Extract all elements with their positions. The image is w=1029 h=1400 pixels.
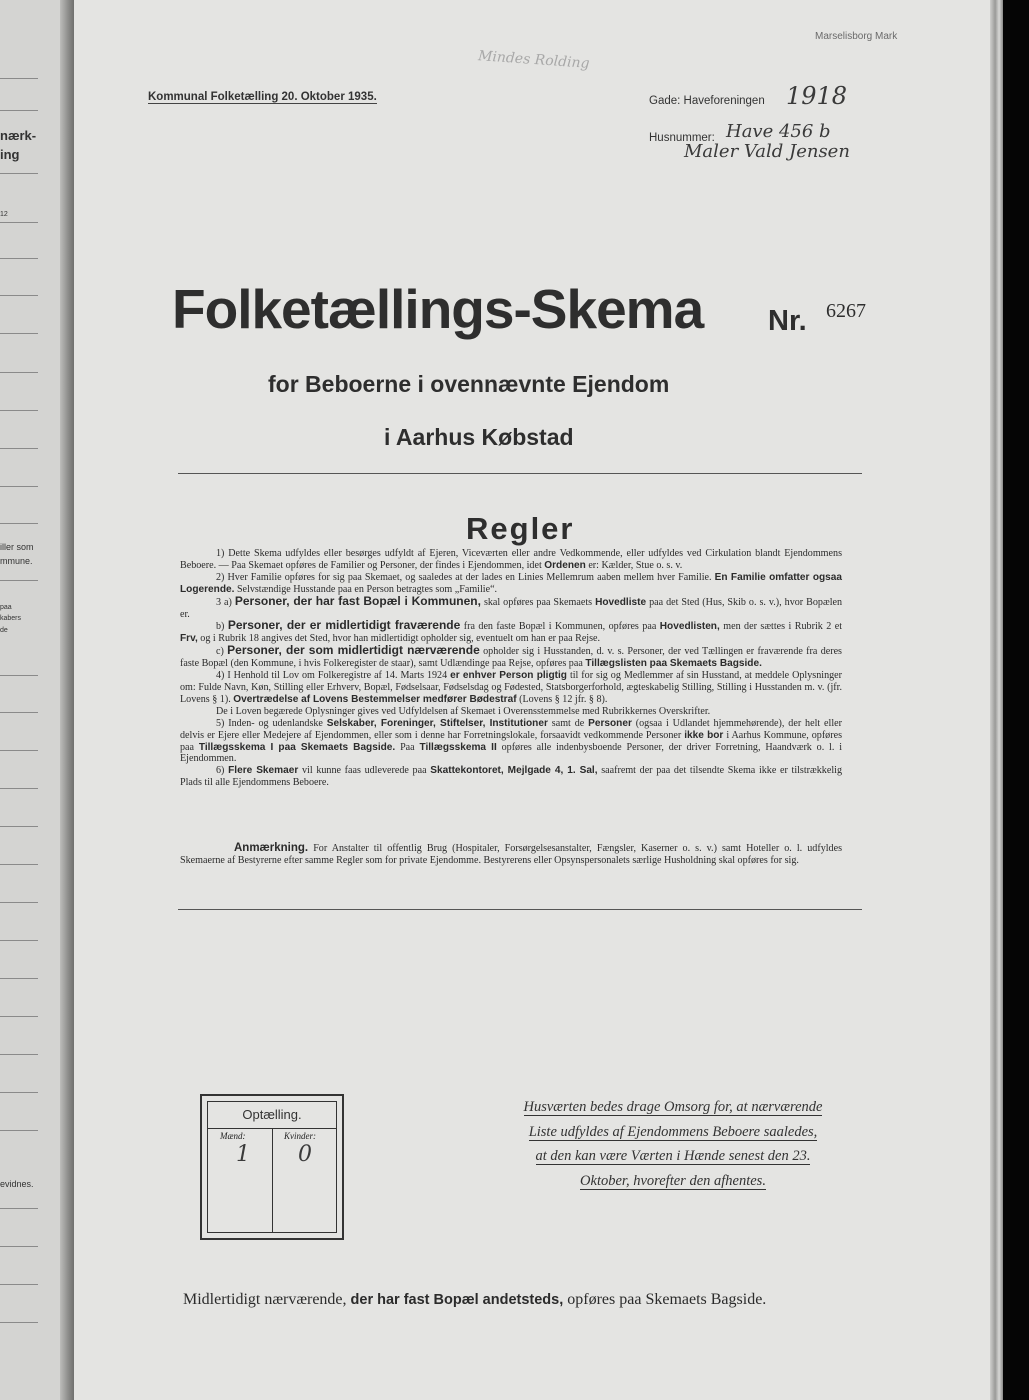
left-page-rule (0, 1054, 38, 1055)
street-handwritten: 1918 (786, 82, 848, 110)
left-page-rule (0, 788, 38, 789)
remark-text: For Anstalter til offentlig Brug (Hospitaler, Forsørgelsesanstalter, Fængsler, Kaserner o. s. v.) samt Hoteller o. l. udfyldes Skemaerne af Bestyrerne efter samme Regler som for private Ejendomme. Bestyrerens eller Opsynspersonalets særlige Husholdning skal opføres for sig. (180, 843, 843, 866)
left-page-rule (0, 864, 38, 865)
book-gutter (60, 0, 74, 1400)
left-page-text: iller som (0, 542, 34, 552)
left-page-rule (0, 1284, 38, 1285)
street-label: Gade: (649, 95, 681, 107)
left-page-text: nærk- (0, 128, 37, 143)
left-page-rule (0, 110, 38, 111)
divider (178, 909, 862, 910)
left-page-text: mmune. (0, 556, 33, 566)
left-page-rule (0, 222, 38, 223)
left-page-text: ing (0, 147, 20, 162)
left-page-rule (0, 978, 38, 979)
men-count: 1 (236, 1142, 250, 1167)
left-page-rule (0, 1322, 38, 1323)
left-page-rule (0, 826, 38, 827)
left-page-rule (0, 78, 38, 79)
faint-pencil-note: Mindes Rolding (477, 48, 591, 72)
left-page-rule (0, 448, 38, 449)
left-page-rule (0, 523, 38, 524)
left-page-text: kabers (0, 615, 22, 622)
count-box (200, 1094, 344, 1240)
left-page-rule (0, 486, 38, 487)
remark-label: Anmærkning. (234, 842, 309, 854)
archive-stamp: Marselisborg Mark (815, 31, 898, 42)
left-page-rule (0, 295, 38, 296)
census-title: Kommunal Folketælling 20. Oktober 1935. (148, 91, 377, 103)
left-page-rule (0, 1092, 38, 1093)
left-page-rule (0, 1246, 38, 1247)
left-page-text: 12 (0, 211, 8, 218)
page-edge (990, 0, 1003, 1400)
women-label: Kvinder: (284, 1131, 316, 1141)
count-title: Optælling. (208, 1102, 336, 1129)
form-location: i Aarhus Købstad (384, 424, 574, 450)
rules-text (180, 548, 842, 789)
form-number-label: Nr. (768, 305, 807, 337)
rule-6: 6) Flere Skemaer vil kunne faas udleverede paa Skattekontoret, Mejlgade 4, 1. Sal, saafremt der paa det tilsendte Skema ikke er tilstrækkelig Plads til alle Ejendommens Beboere. (180, 765, 842, 789)
owner-notice-line: Husværten bedes drage Omsorg for, at nærværende (523, 1099, 823, 1115)
owner-notice-line: Liste udfyldes af Ejendommens Beboere saaledes, (528, 1123, 818, 1140)
rule-2: 2) Hver Familie opføres for sig paa Skemaet, og saaledes at der lades en Linies Mellemrum aaben mellem hver Familie. En Familie omfatter ogsaa Logerende. Selvstændige Husstande paa en Person betragtes som „Familie“. (180, 571, 843, 595)
left-page-rule (0, 333, 38, 334)
left-page-rule (0, 712, 38, 713)
rule-3c: c) Personer, der som midlertidigt nærværende opholder sig i Husstanden, d. v. s. Personer, der ved Tællingen er fraværende fra deres faste Bopæl (den Kommune, i hvis Folkeregister de staar), samt Udlændinge paa Rejse, opføres paa Tillægslisten paa Skemaets Bagside. (180, 643, 842, 670)
resident-handwritten: Maler Vald Jensen (684, 141, 850, 162)
left-page-rule (0, 580, 38, 581)
left-page-rule (0, 940, 38, 941)
left-page-text: paa (0, 604, 12, 611)
form-title: Folketællings-Skema (172, 278, 704, 340)
left-page-rule (0, 410, 38, 411)
form-number: 6267 (826, 300, 866, 322)
divider (178, 473, 862, 474)
women-count: 0 (298, 1142, 312, 1167)
men-label: Mænd: (220, 1131, 246, 1141)
left-page-rule (0, 173, 38, 174)
footer-instruction: Midlertidigt nærværende, der har fast Bopæl andetsteds, opføres paa Skemaets Bagside. (183, 1291, 767, 1308)
house-label: Husnummer: (649, 132, 715, 144)
left-page-rule (0, 1130, 38, 1131)
owner-notice (505, 1099, 841, 1197)
left-page-text: evidnes. (0, 1179, 34, 1189)
count-column-divider (272, 1128, 273, 1232)
left-page-rule (0, 750, 38, 751)
left-page-rule (0, 372, 38, 373)
house-handwritten: Have 456 b (726, 121, 831, 142)
left-page-rule (0, 902, 38, 903)
rules-heading: Regler (466, 511, 575, 546)
owner-notice-line: at den kan være Værten i Hænde senest den 23. (535, 1148, 811, 1165)
rule-4: 4) I Henhold til Lov om Folkeregistre af 14. Marts 1924 er enhver Person pligtig til for sig og Medlemmer af sin Husstand, at meddele Oplysninger om: Fulde Navn, Køn, Stilling eller Erhverv, Bopæl, Fødselsaar, Fødselsdag og Fødested, Statsborgerforhold, ægteskabelig Stilling, Stilling i Husstanden m. v. (jfr. Lovens § 1). Overtrædelse af Lovens Bestemmelser medfører Bødestraf (Lovens § 12 jfr. § 8). (180, 670, 842, 705)
rule-4b: De i Loven begærede Oplysninger gives ved Udfyldelsen af Skemaet i Overensstemmelse med Rubrikkernes Overskrifter. (216, 705, 711, 717)
remark (180, 843, 842, 867)
street-value: Haveforeningen (683, 95, 765, 107)
rule-3a: 3 a) Personer, der har fast Bopæl i Kommunen, skal opføres paa Skemaets Hovedliste paa det Sted (Hus, Skib o. s. v.), hvor Bopælen er. (180, 593, 843, 620)
owner-notice-line: Oktober, hvorefter den afhentes. (580, 1172, 766, 1189)
left-page-rule (0, 258, 38, 259)
form-subtitle: for Beboerne i ovennævnte Ejendom (268, 371, 670, 397)
left-page-rule (0, 1016, 38, 1017)
left-page-rule (0, 675, 38, 676)
rule-1: 1) Dette Skema udfyldes eller besørges udfyldt af Ejeren, Viceværten eller andre Vedkommende, eller udfyldes ved Cirkulation blandt Ejendommens Beboere. — Paa Skemaet opføres de Familier og Personer, der findes i Ejendommen, idet Ordenen er: Kælder, Stue o. s. v. (180, 548, 842, 571)
rule-3b: b) Personer, der er midlertidigt fraværende fra den faste Bopæl i Kommunen, opføres paa Hovedlisten, men der sættes i Rubrik 2 et Frv, og i Rubrik 18 angives det Sted, hvor han midlertidigt opholder sig, eventuelt om han er paa Rejse. (180, 618, 843, 645)
left-page-rule (0, 1208, 38, 1209)
rule-5: 5) Inden- og udenlandske Selskaber, Foreninger, Stiftelser, Institutioner samt de Personer (ogsaa i Udlandet hjemmehørende), der helt eller delvis er Ejere eller Medejere af Ejendommen, eller som i denne har Forretningslokale, forsaavidt vedkommende Personer ikke bor i Aarhus Kommune, opføres paa Tillægsskema I paa Skemaets Bagside. Paa Tillægsskema II opføres alle indenbysboende Personer, der driver Forretning, Haandværk o. l. i Ejendommen. (180, 717, 843, 765)
left-page-text: de (0, 627, 8, 634)
